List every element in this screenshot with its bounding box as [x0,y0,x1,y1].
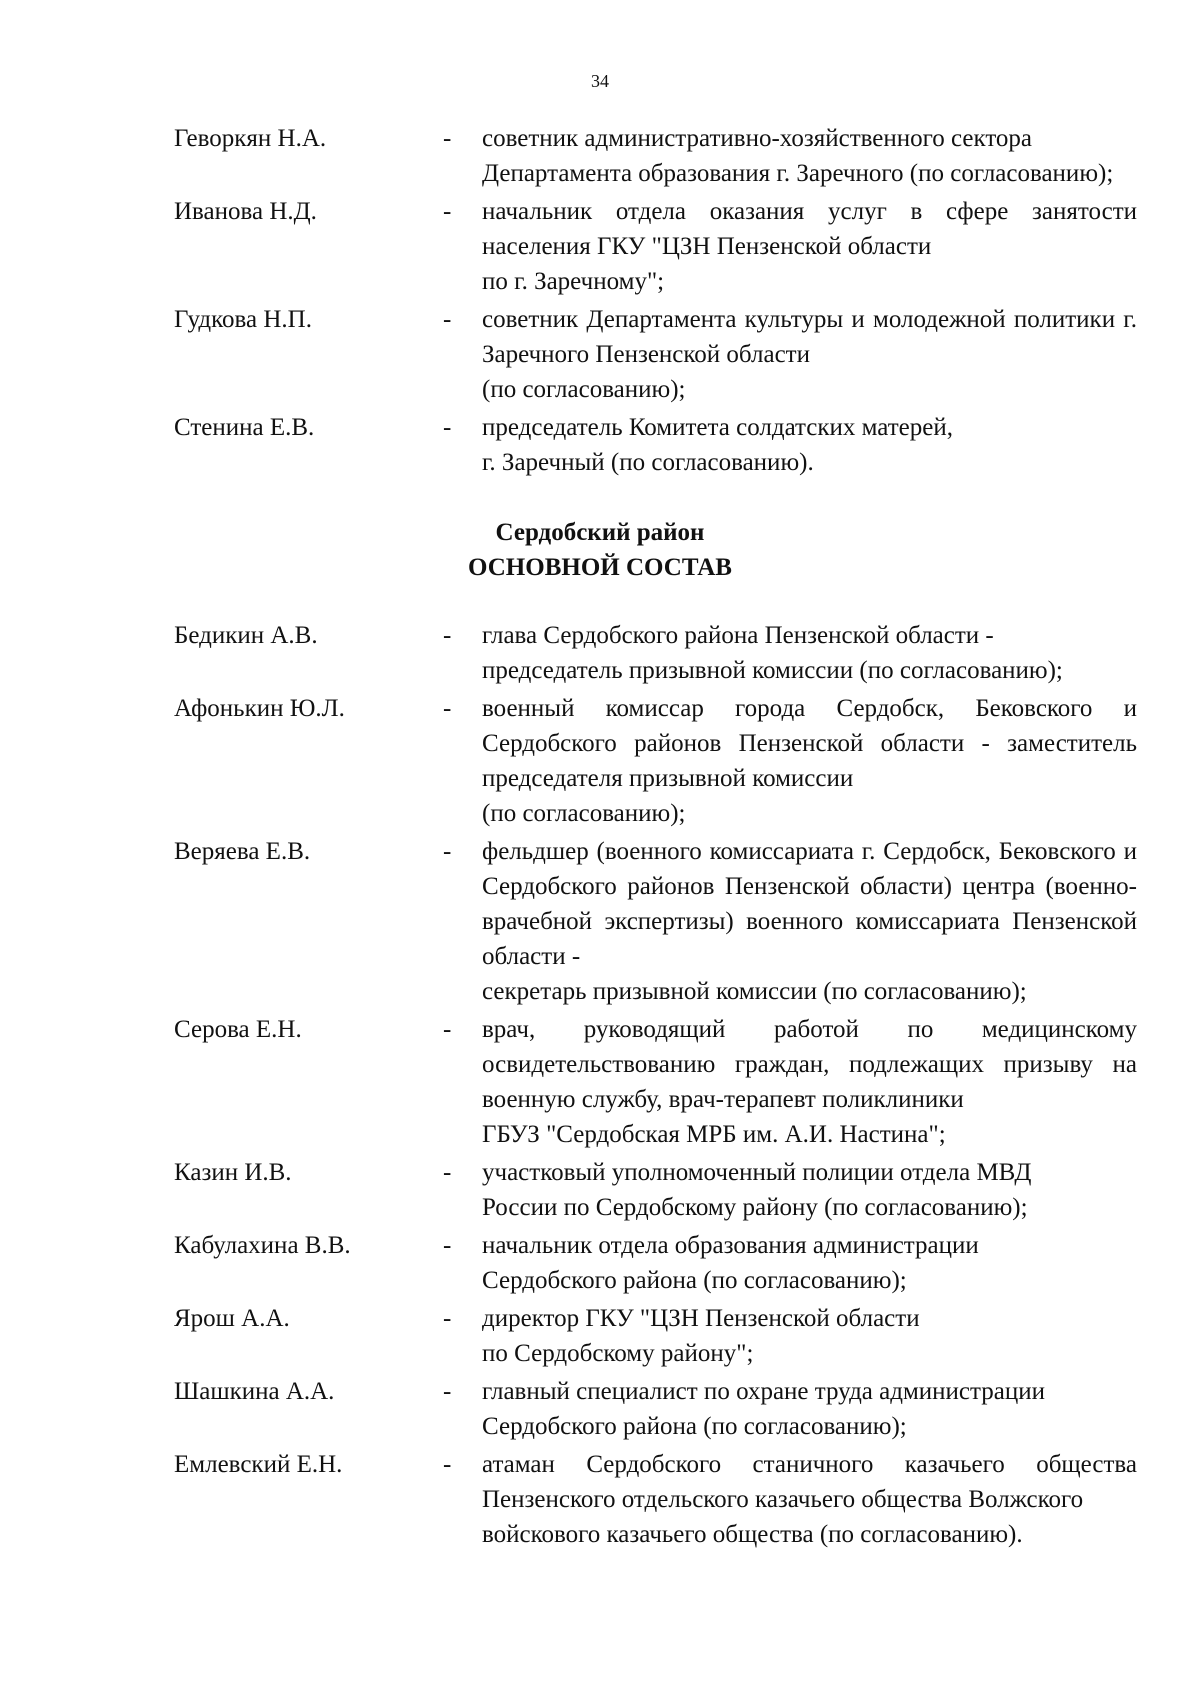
member-row [0,691,1200,831]
member-row [0,1228,1200,1298]
separator-dash: - [443,695,452,722]
member-name: Геворкян Н.А. [174,125,327,152]
member-name: Емлевский Е.Н. [174,1451,343,1478]
member-role: участковый уполномоченный полиции отдела МВД России по Сердобскому району (по согласованию); [482,1159,1032,1221]
member-row [0,1301,1200,1371]
member-name: Стенина Е.В. [174,414,315,441]
member-row [0,618,1200,688]
member-name: Гудкова Н.П. [174,306,312,333]
separator-dash: - [443,1159,452,1186]
member-row [0,1155,1200,1225]
separator-dash: - [443,1232,452,1259]
member-role: главный специалист по охране труда администрации Сердобского района (по согласованию); [482,1378,1045,1440]
separator-dash: - [443,1305,452,1332]
page-number: 34 [591,71,609,91]
member-name: Серова Е.Н. [174,1016,302,1043]
member-name: Шашкина А.А. [174,1378,335,1405]
member-row [0,1447,1200,1552]
separator-dash: - [443,1451,452,1478]
member-row [0,194,1200,299]
member-name: Ярош А.А. [174,1305,290,1332]
separator-dash: - [443,1016,452,1043]
member-row [0,121,1200,191]
member-name: Бедикин А.В. [174,622,318,649]
member-row [0,410,1200,480]
member-list-top [0,121,1200,483]
member-name: Кабулахина В.В. [174,1232,351,1259]
separator-dash: - [443,622,452,649]
member-name: Афонькин Ю.Л. [174,695,345,722]
section-title: Сердобский район [495,519,705,546]
separator-dash: - [443,125,452,152]
member-list-serdobsk [0,618,1200,1555]
separator-dash: - [443,414,452,441]
member-role: советник Департамента культуры и молодежной политики г. Заречного Пензенской области (по согласованию); [482,306,1137,403]
member-role: глава Сердобского района Пензенской области - председатель призывной комиссии (по согласованию); [482,622,1063,684]
member-role: фельдшер (военного комиссариата г. Сердобск, Бековского и Сердобского районов Пензенской области) центра (военно-врачебной экспертизы) военного комиссариата Пензенской области - секретарь призывной комиссии (по согласованию); [482,838,1137,1005]
member-role: директор ГКУ "ЦЗН Пензенской области по Сердобскому району"; [482,1305,920,1367]
member-role: председатель Комитета солдатских матерей, г. Заречный (по согласованию). [482,414,953,476]
separator-dash: - [443,198,452,225]
separator-dash: - [443,1378,452,1405]
section-subtitle: ОСНОВНОЙ СОСТАВ [468,554,732,581]
member-role: атаман Сердобского станичного казачьего общества Пензенского отдельского казачьего общества Волжского войскового казачьего общества (по согласованию). [482,1451,1137,1548]
member-row [0,834,1200,1009]
member-name: Веряева Е.В. [174,838,311,865]
member-name: Казин И.В. [174,1159,292,1186]
member-role: начальник отдела образования администрации Сердобского района (по согласованию); [482,1232,979,1294]
member-row [0,1012,1200,1152]
member-row [0,1374,1200,1444]
member-role: военный комиссар города Сердобск, Бековского и Сердобского районов Пензенской области - заместитель председателя призывной комиссии (по согласованию); [482,695,1137,827]
member-role: начальник отдела оказания услуг в сфере занятости населения ГКУ "ЦЗН Пензенской области по г. Заречному"; [482,198,1137,295]
separator-dash: - [443,838,452,865]
member-name: Иванова Н.Д. [174,198,317,225]
member-role: советник административно-хозяйственного сектора Департамента образования г. Заречного (по согласованию); [482,125,1114,187]
member-role: врач, руководящий работой по медицинскому освидетельствованию граждан, подлежащих призыву на военную службу, врач-терапевт поликлиники ГБУЗ "Сердобская МРБ им. А.И. Настина"; [482,1016,1137,1148]
member-row [0,302,1200,407]
separator-dash: - [443,306,452,333]
